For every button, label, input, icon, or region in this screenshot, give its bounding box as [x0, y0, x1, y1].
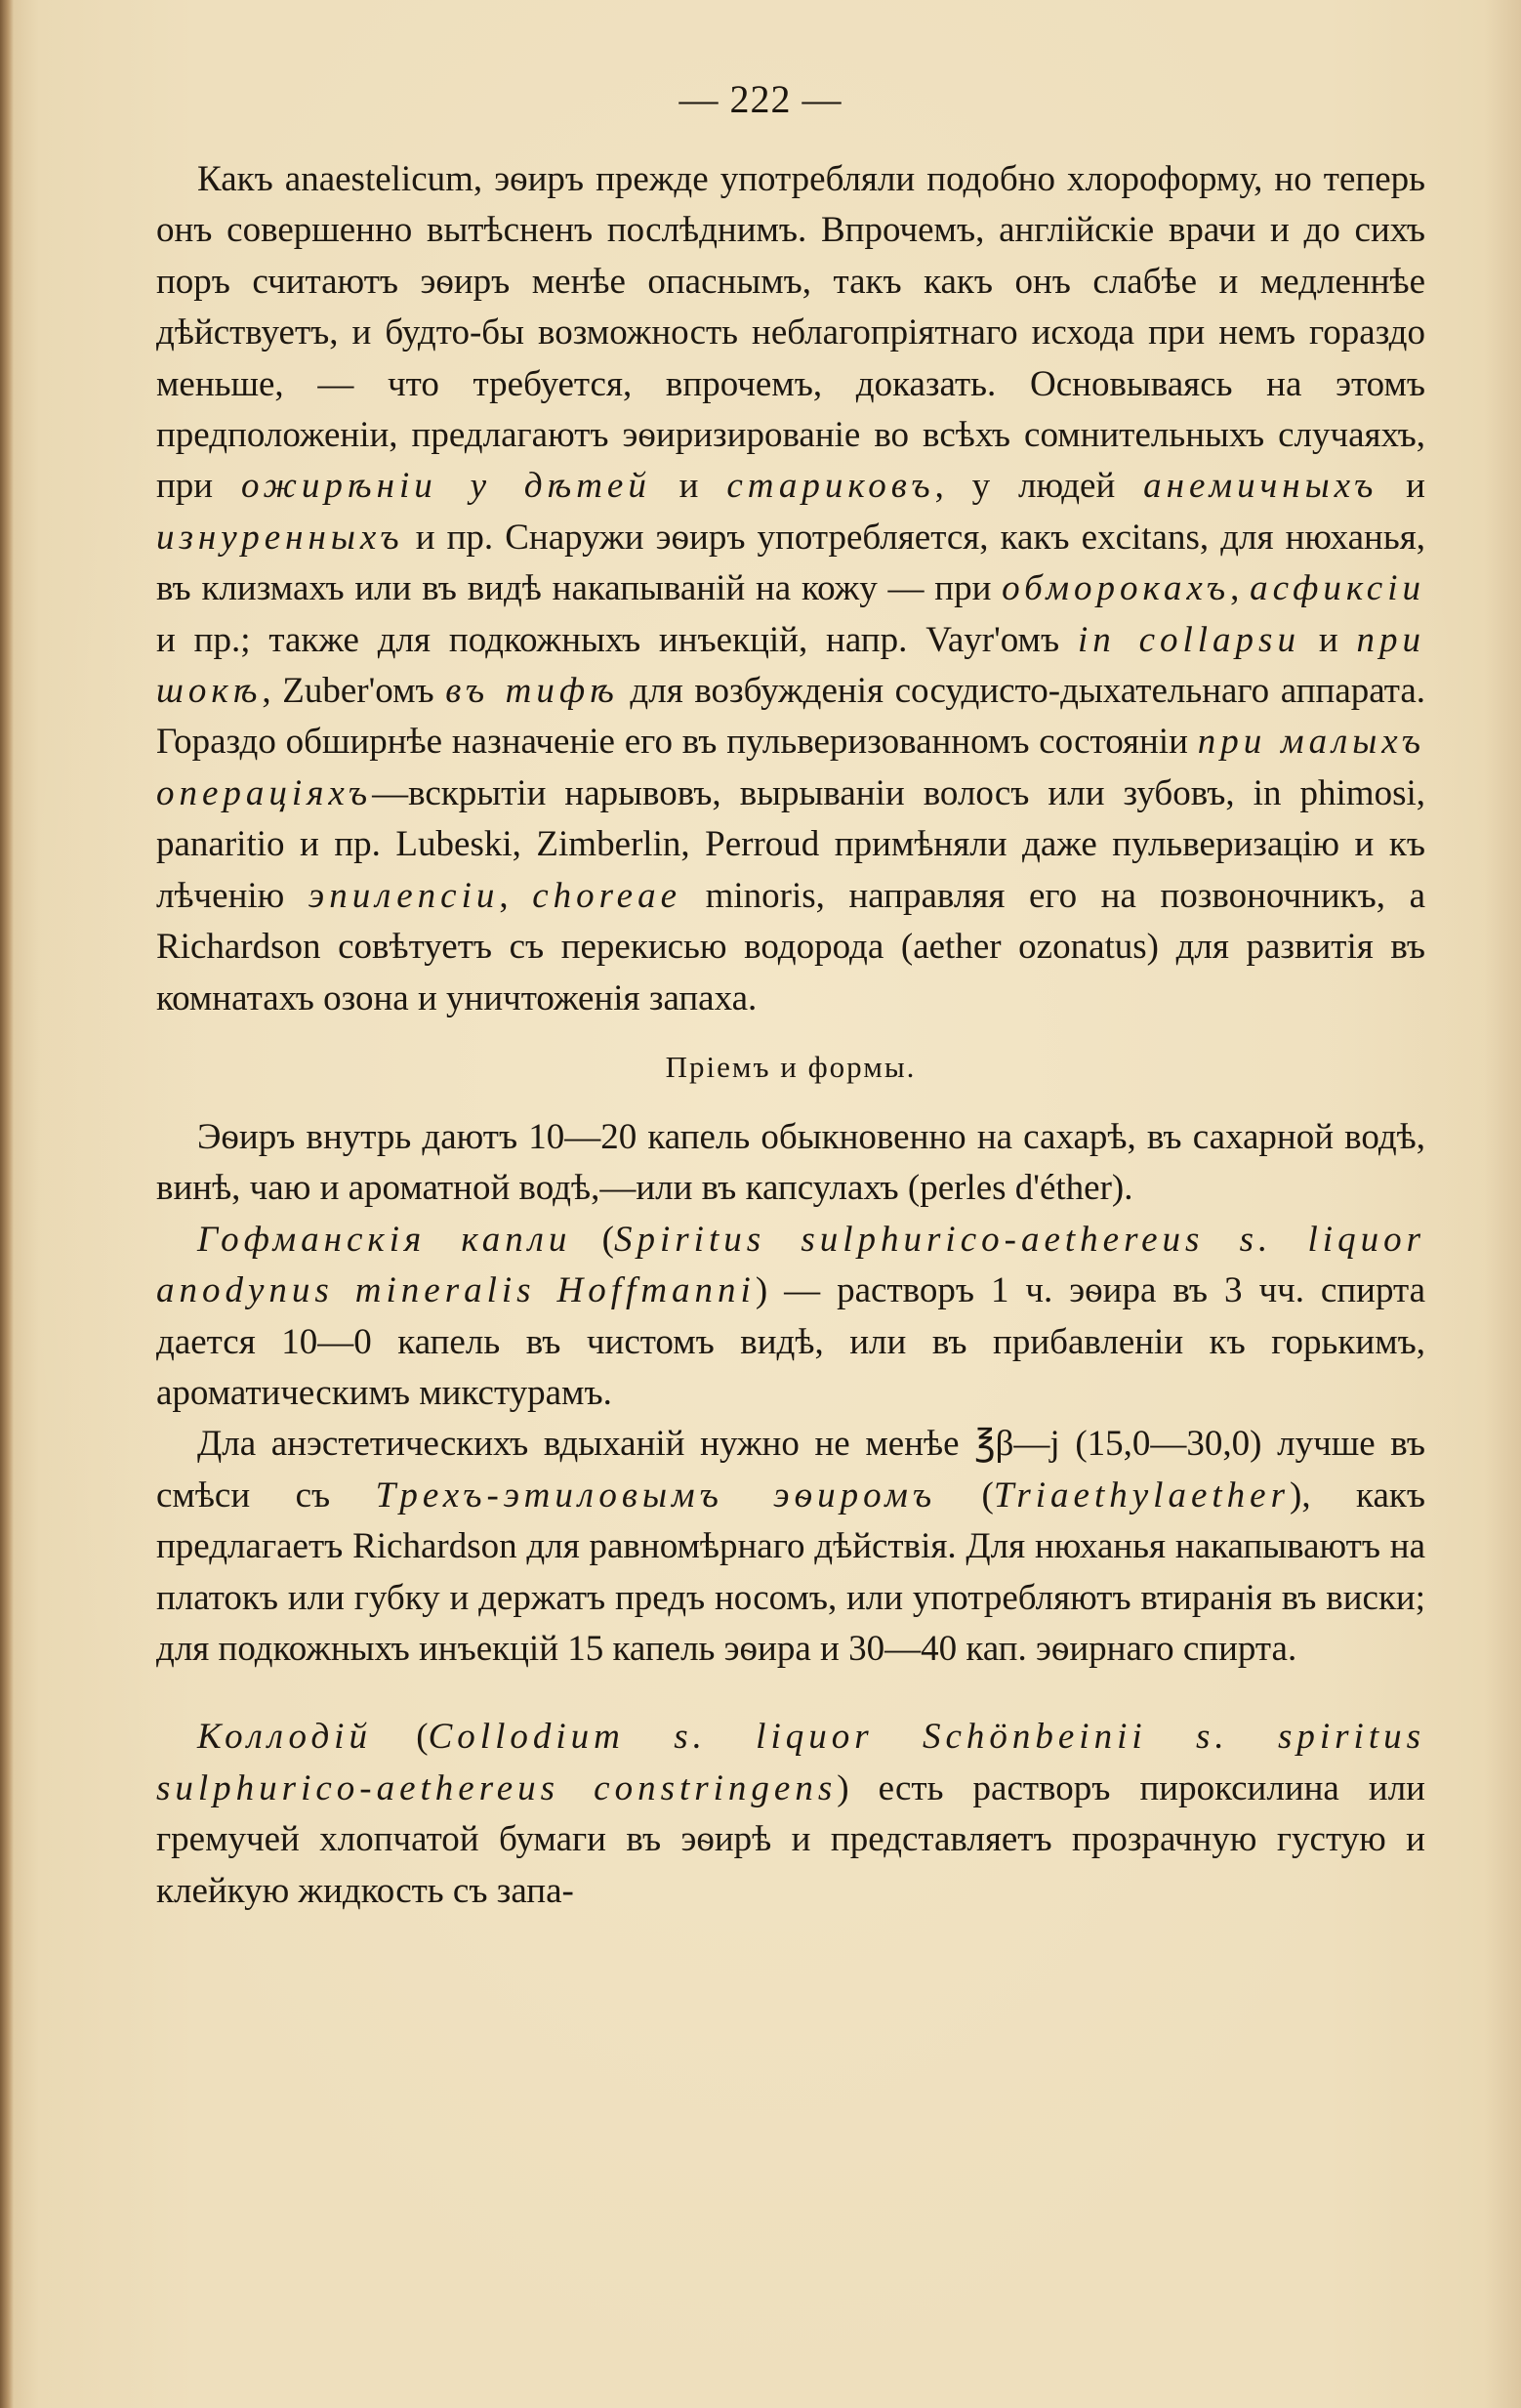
emphasized-term: въ тифѣ — [445, 671, 619, 712]
text-run: , — [499, 875, 533, 916]
emphasized-term: эпилепсіи — [308, 875, 500, 916]
text-run: minoris, направляя его на позвоночникъ, а Richardson совѣтуетъ съ перекисью водорода (aether ozonatus) для развитія въ комнатахъ озона и уничтоженія запаха. — [156, 875, 1426, 1018]
text-run: , — [1230, 568, 1251, 609]
text-run: ) есть растворъ пироксилина или гремучей хлопчатой бумаги въ эѳирѣ и представляетъ прозрачную густую и клейкую жидкость съ запа- — [156, 1767, 1425, 1911]
text-run: и — [1299, 619, 1357, 660]
emphasized-term: при шокѣ — [156, 619, 1425, 712]
emphasized-term: Трехъ-этиловымъ эѳиромъ — [375, 1474, 937, 1515]
emphasized-term: при малыхъ операціяхъ — [156, 722, 1425, 813]
text-block-collodium — [156, 1712, 1425, 1917]
text-run: и — [650, 466, 727, 507]
emphasized-term: choreae — [532, 875, 681, 916]
emphasized-term: Гофманскія капли — [197, 1219, 572, 1260]
text-run: —вскрытіи нарывовъ, вырываніи волосъ или зубовъ, in phimosi, panaritio и пр. Lubeski, Zimberlin, Perroud примѣняли даже пульверизацію и къ лѣченію — [156, 772, 1425, 916]
text-run: , Zuber'омъ — [262, 671, 446, 712]
text-run: ), какъ предлагаетъ Richardson для равномѣрнаго дѣйствія. Для нюханья накапываютъ на платокъ или губку и держатъ предъ носомъ, или употребляютъ втиранія въ виски; для подкожныхъ инъекцій 15 капель эѳира и 30—40 кап. эѳирнаго спирта. — [156, 1474, 1425, 1669]
body-text — [156, 154, 1425, 1917]
emphasized-term: обморокахъ — [1002, 568, 1231, 609]
emphasized-term: асфиксіи — [1250, 568, 1426, 609]
text-run: Дла анэстетическихъ вдыханій нужно не менѣе ℥β—j (15,0—30,0) лучше въ смѣси съ — [156, 1424, 1425, 1515]
text-block-dosage — [156, 1112, 1425, 1675]
emphasized-term: Collodium s. liquor Schönbeinii s. spiritus sulphurico-aethereus constringens — [156, 1717, 1425, 1808]
text-run: ) — растворъ 1 ч. эѳира въ 3 чч. спирта дается 10—0 капель въ чистомъ видѣ, или въ прибавленіи къ горькимъ, ароматическимъ микстурамъ. — [156, 1270, 1426, 1413]
text-run: и — [1377, 466, 1425, 507]
emphasized-term: анемичныхъ — [1143, 466, 1378, 507]
emphasized-term: Spiritus sulphurico-aethereus s. liquor anodynus mineralis Hoffmanni — [156, 1219, 1425, 1311]
text-run: Эѳиръ внутрь даютъ 10—20 капель обыкновенно на сахарѣ, въ сахарной водѣ, винѣ, чаю и ароматной водѣ,—или въ капсулахъ (perles d'éther). — [156, 1116, 1425, 1209]
text-run: ( — [936, 1474, 994, 1515]
emphasized-term: ожирѣніи у дѣтей — [240, 466, 651, 507]
text-block-intro — [156, 154, 1425, 1024]
text-run: для возбужденія сосудисто-дыхательнаго аппарата. Гораздо обширнѣе назначеніе его въ пульверизованномъ состояніи — [156, 671, 1426, 763]
text-run: и пр.; также для подкожныхъ инъекцій, напр. Vayr'омъ — [156, 619, 1078, 660]
binding-edge — [0, 0, 14, 2408]
page-number: — 222 — — [678, 77, 843, 121]
emphasized-term: изнуренныхъ — [156, 517, 404, 558]
text-run: и пр. Снаружи эѳиръ употребляется, какъ excitans, для нюханья, въ клизмахъ или въ видѣ накапываній на кожу — при — [156, 517, 1425, 609]
text-run: ( — [371, 1717, 429, 1758]
paragraph — [156, 1112, 1425, 1215]
text-run: ( — [571, 1219, 614, 1260]
emphasized-term: Коллодій — [197, 1717, 372, 1758]
text-run: Какъ anaestelicum, эѳиръ прежде употребляли подобно хлороформу, но теперь онъ совершенно вытѣсненъ послѣднимъ. Впрочемъ, англійскіе врачи и до сихъ поръ считаютъ эѳиръ менѣе опаснымъ, такъ какъ онъ слабѣе и медленнѣе дѣйствуетъ, и будто-бы возможность неблагопріятнаго исхода при немъ гораздо меньше, — что требуется, впрочемъ, доказать. Основываясь на этомъ предположеніи, предлагаютъ эѳиризированіе во всѣхъ сомнительныхъ случаяхъ, при — [156, 159, 1425, 507]
emphasized-term: Triaethylaether — [993, 1474, 1290, 1515]
emphasized-term: стариковъ — [726, 466, 935, 507]
paragraph-gap — [156, 1675, 1425, 1712]
paragraph — [156, 1419, 1425, 1675]
text-run: , у людей — [934, 466, 1144, 507]
paragraph — [156, 154, 1425, 1024]
paragraph — [156, 1712, 1425, 1917]
paragraph — [156, 1215, 1425, 1420]
emphasized-term: in collapsu — [1077, 619, 1300, 660]
section-heading: Пріемъ и формы. — [665, 1049, 917, 1084]
